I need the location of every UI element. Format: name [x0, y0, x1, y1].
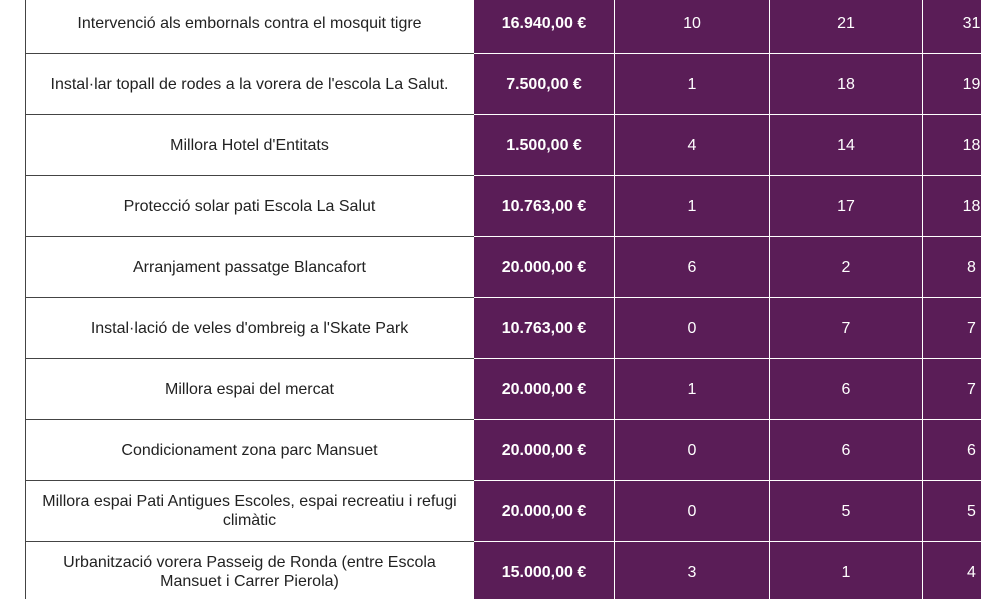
- project-cost-cell: 20.000,00 €: [474, 359, 615, 420]
- project-cost-cell: 7.500,00 €: [474, 54, 615, 115]
- project-name-cell: Millora Hotel d'Entitats: [26, 115, 474, 176]
- project-name-cell: Arranjament passatge Blancafort: [26, 237, 474, 298]
- votes-column-1-cell: 6: [615, 237, 770, 298]
- project-name-cell: Condicionament zona parc Mansuet: [26, 420, 474, 481]
- votes-column-1-cell: 10: [615, 0, 770, 54]
- votes-column-2-cell: 6: [770, 359, 923, 420]
- votes-total-cell: 31: [923, 0, 981, 54]
- votes-column-1-cell: 4: [615, 115, 770, 176]
- project-cost-cell: 16.940,00 €: [474, 0, 615, 54]
- table-row: [26, 54, 981, 115]
- table-row: [26, 115, 981, 176]
- votes-total-cell: 8: [923, 237, 981, 298]
- project-cost-cell: 10.763,00 €: [474, 176, 615, 237]
- votes-total-cell: 18: [923, 115, 981, 176]
- table-row: [26, 0, 981, 54]
- project-name-cell: Millora espai del mercat: [26, 359, 474, 420]
- votes-column-1-cell: 0: [615, 298, 770, 359]
- table-row: [26, 298, 981, 359]
- votes-column-2-cell: 7: [770, 298, 923, 359]
- votes-column-1-cell: 0: [615, 481, 770, 542]
- votes-total-cell: 5: [923, 481, 981, 542]
- votes-total-cell: 7: [923, 298, 981, 359]
- votes-column-2-cell: 18: [770, 54, 923, 115]
- votes-column-2-cell: 5: [770, 481, 923, 542]
- votes-column-1-cell: 3: [615, 542, 770, 599]
- votes-column-1-cell: 0: [615, 420, 770, 481]
- votes-column-2-cell: 21: [770, 0, 923, 54]
- votes-column-2-cell: 17: [770, 176, 923, 237]
- project-cost-cell: 1.500,00 €: [474, 115, 615, 176]
- table-row: [26, 359, 981, 420]
- table-row: [26, 420, 981, 481]
- votes-column-2-cell: 2: [770, 237, 923, 298]
- votes-total-cell: 6: [923, 420, 981, 481]
- votes-column-2-cell: 14: [770, 115, 923, 176]
- budget-results-table: [25, 0, 981, 599]
- table-row: [26, 237, 981, 298]
- votes-column-1-cell: 1: [615, 54, 770, 115]
- project-name-cell: Instal·lació de veles d'ombreig a l'Skate Park: [26, 298, 474, 359]
- votes-total-cell: 7: [923, 359, 981, 420]
- project-name-cell: Instal·lar topall de rodes a la vorera de l'escola La Salut.: [26, 54, 474, 115]
- votes-column-2-cell: 1: [770, 542, 923, 599]
- votes-total-cell: 19: [923, 54, 981, 115]
- votes-total-cell: 4: [923, 542, 981, 599]
- votes-column-1-cell: 1: [615, 176, 770, 237]
- votes-column-1-cell: 1: [615, 359, 770, 420]
- project-cost-cell: 20.000,00 €: [474, 420, 615, 481]
- project-cost-cell: 20.000,00 €: [474, 237, 615, 298]
- project-name-cell: Intervenció als embornals contra el mosquit tigre: [26, 0, 474, 54]
- project-cost-cell: 15.000,00 €: [474, 542, 615, 599]
- project-cost-cell: 10.763,00 €: [474, 298, 615, 359]
- votes-total-cell: 18: [923, 176, 981, 237]
- table-row: [26, 481, 981, 542]
- project-cost-cell: 20.000,00 €: [474, 481, 615, 542]
- project-name-cell: Millora espai Pati Antigues Escoles, espai recreatiu i refugi climàtic: [26, 481, 474, 542]
- votes-column-2-cell: 6: [770, 420, 923, 481]
- project-name-cell: Protecció solar pati Escola La Salut: [26, 176, 474, 237]
- table-row: [26, 176, 981, 237]
- project-name-cell: Urbanització vorera Passeig de Ronda (entre Escola Mansuet i Carrer Pierola): [26, 542, 474, 599]
- table-row: [26, 542, 981, 599]
